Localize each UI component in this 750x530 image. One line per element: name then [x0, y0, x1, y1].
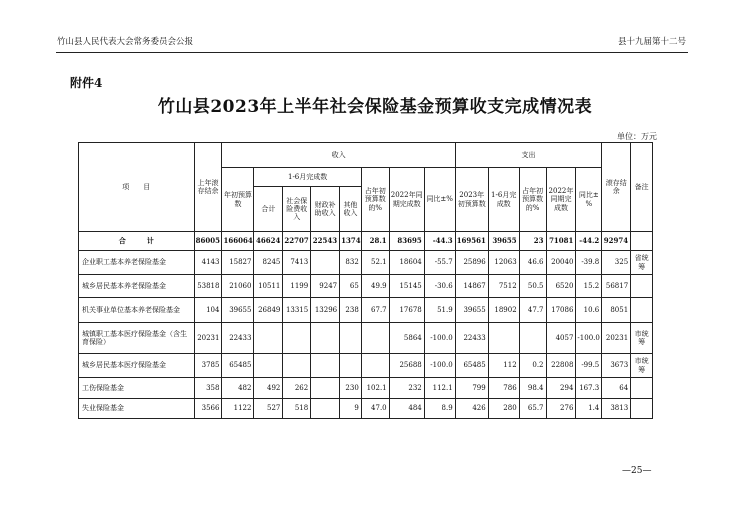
cell-name: 城乡居民基本养老保险基金: [79, 275, 195, 298]
cell-carry: 4143: [194, 251, 222, 275]
cell-fiscal: [311, 354, 340, 378]
cell-eyoy: -100.0: [576, 323, 602, 354]
cell-prev: 17678: [389, 298, 424, 323]
col-exp-done: 1-6月完成数: [488, 168, 519, 232]
cell-premium: 518: [283, 399, 311, 419]
cell-yoy: -100.0: [424, 354, 455, 378]
cell-fiscal: 22543: [311, 232, 340, 251]
cell-epct: 50.5: [519, 275, 546, 298]
cell-ebudget: 169561: [455, 232, 488, 251]
cell-name: 城镇职工基本医疗保险基金（含生育保险）: [79, 323, 195, 354]
table-row: [79, 298, 653, 323]
cell-other: 65: [340, 275, 362, 298]
col-income-budget: 年初预算数: [222, 168, 254, 232]
cell-carry: 86005: [194, 232, 222, 251]
col-income-pct: 占年初预算数的%: [361, 168, 389, 232]
cell-carry: 3566: [194, 399, 222, 419]
cell-eprev: 17086: [546, 298, 576, 323]
cell-pct: [361, 354, 389, 378]
table-row: [79, 275, 653, 298]
cell-eprev: 71081: [546, 232, 576, 251]
table-row: [79, 323, 653, 354]
cell-edone: 18902: [488, 298, 519, 323]
cell-carry: 358: [194, 378, 222, 399]
cell-yoy: -55.7: [424, 251, 455, 275]
cell-ebudget: 65485: [455, 354, 488, 378]
cell-yoy: 51.9: [424, 298, 455, 323]
cell-premium: 1199: [283, 275, 311, 298]
attachment-label: 附件4: [70, 76, 103, 90]
cell-other: 230: [340, 378, 362, 399]
cell-eyoy: 15.2: [576, 275, 602, 298]
cell-ebudget: 39655: [455, 298, 488, 323]
col-income-yoy: 同比±%: [424, 168, 455, 232]
col-income-fiscal: 财政补助收入: [311, 187, 340, 232]
cell-premium: 13315: [283, 298, 311, 323]
cell-budget: 21060: [222, 275, 254, 298]
cell-note: [631, 275, 653, 298]
cell-total: 10511: [254, 275, 283, 298]
cell-eyoy: 167.3: [576, 378, 602, 399]
cell-balance: 3673: [602, 354, 631, 378]
cell-prev: 25688: [389, 354, 424, 378]
col-income-other: 其他收入: [340, 187, 362, 232]
cell-budget: 482: [222, 378, 254, 399]
cell-pct: 28.1: [361, 232, 389, 251]
fund-table: [78, 142, 653, 419]
cell-ebudget: 799: [455, 378, 488, 399]
cell-note: 市统筹: [631, 354, 653, 378]
cell-eprev: 294: [546, 378, 576, 399]
cell-eyoy: -99.5: [576, 354, 602, 378]
cell-fiscal: 13296: [311, 298, 340, 323]
cell-ebudget: 22433: [455, 323, 488, 354]
cell-premium: [283, 354, 311, 378]
col-income: 收入: [222, 143, 455, 168]
cell-yoy: 112.1: [424, 378, 455, 399]
cell-note: [631, 399, 653, 419]
cell-edone: 112: [488, 354, 519, 378]
cell-balance: 325: [602, 251, 631, 275]
cell-edone: 7512: [488, 275, 519, 298]
col-item: 项 目: [79, 143, 195, 232]
page-title: 竹山县2023年上半年社会保险基金预算收支完成情况表: [157, 97, 593, 117]
cell-total: 26849: [254, 298, 283, 323]
cell-total: 46624: [254, 232, 283, 251]
table-row: [79, 251, 653, 275]
cell-epct: 65.7: [519, 399, 546, 419]
col-exp-yoy: 同比±%: [576, 168, 602, 232]
cell-premium: 262: [283, 378, 311, 399]
cell-eyoy: 10.6: [576, 298, 602, 323]
cell-carry: 3785: [194, 354, 222, 378]
cell-yoy: 8.9: [424, 399, 455, 419]
cell-other: [340, 354, 362, 378]
cell-name: 合 计: [79, 232, 195, 251]
table-row: [79, 399, 653, 419]
col-exp-prev: 2022年同期完成数: [546, 168, 576, 232]
cell-prev: 232: [389, 378, 424, 399]
unit-label: 单位：万元: [617, 132, 657, 141]
cell-ebudget: 426: [455, 399, 488, 419]
cell-epct: 23: [519, 232, 546, 251]
col-income-premium: 社会保险费收入: [283, 187, 311, 232]
cell-premium: 7413: [283, 251, 311, 275]
cell-fiscal: 9247: [311, 275, 340, 298]
cell-eprev: 276: [546, 399, 576, 419]
cell-budget: 1122: [222, 399, 254, 419]
cell-budget: 15827: [222, 251, 254, 275]
cell-edone: 39655: [488, 232, 519, 251]
header-rule: [56, 52, 688, 53]
cell-prev: 83695: [389, 232, 424, 251]
cell-premium: [283, 323, 311, 354]
cell-carry: 20231: [194, 323, 222, 354]
cell-yoy: -100.0: [424, 323, 455, 354]
col-carry-over: 上年滚存结余: [194, 143, 222, 232]
table-row: [79, 378, 653, 399]
cell-yoy: -44.3: [424, 232, 455, 251]
issue-number: 县十九届第十二号: [617, 37, 686, 47]
cell-eyoy: -39.8: [576, 251, 602, 275]
cell-other: 1374: [340, 232, 362, 251]
cell-note: 市统筹: [631, 323, 653, 354]
cell-epct: 46.6: [519, 251, 546, 275]
cell-balance: 56817: [602, 275, 631, 298]
gazette-name: 竹山县人民代表大会常务委员会公报: [57, 37, 194, 47]
col-income-total: 合计: [254, 187, 283, 232]
cell-fiscal: [311, 378, 340, 399]
cell-name: 机关事业单位基本养老保险基金: [79, 298, 195, 323]
col-income-done-group: 1-6月完成数: [254, 168, 361, 187]
cell-budget: 22433: [222, 323, 254, 354]
cell-edone: 12063: [488, 251, 519, 275]
cell-epct: 0.2: [519, 354, 546, 378]
cell-premium: 22707: [283, 232, 311, 251]
cell-eprev: 4057: [546, 323, 576, 354]
cell-balance: 20231: [602, 323, 631, 354]
cell-prev: 15145: [389, 275, 424, 298]
cell-epct: [519, 323, 546, 354]
cell-prev: 5864: [389, 323, 424, 354]
cell-other: 9: [340, 399, 362, 419]
cell-other: 832: [340, 251, 362, 275]
cell-note: [631, 232, 653, 251]
cell-pct: 102.1: [361, 378, 389, 399]
col-note: 备注: [631, 143, 653, 232]
cell-pct: 52.1: [361, 251, 389, 275]
cell-balance: 92974: [602, 232, 631, 251]
cell-edone: 786: [488, 378, 519, 399]
cell-total: 527: [254, 399, 283, 419]
cell-pct: 47.0: [361, 399, 389, 419]
cell-yoy: -30.6: [424, 275, 455, 298]
cell-balance: 3813: [602, 399, 631, 419]
cell-ebudget: 14867: [455, 275, 488, 298]
cell-epct: 98.4: [519, 378, 546, 399]
cell-name: 企业职工基本养老保险基金: [79, 251, 195, 275]
cell-total: [254, 354, 283, 378]
col-expense: 支出: [455, 143, 602, 168]
cell-name: 失业保险基金: [79, 399, 195, 419]
cell-note: [631, 298, 653, 323]
cell-name: 城乡居民基本医疗保险基金: [79, 354, 195, 378]
cell-epct: 47.7: [519, 298, 546, 323]
col-exp-pct: 占年初预算数的%: [519, 168, 546, 232]
cell-other: 238: [340, 298, 362, 323]
cell-prev: 484: [389, 399, 424, 419]
cell-carry: 53818: [194, 275, 222, 298]
cell-eprev: 22808: [546, 354, 576, 378]
table-row: [79, 354, 653, 378]
cell-balance: 64: [602, 378, 631, 399]
cell-fiscal: [311, 399, 340, 419]
cell-eyoy: -44.2: [576, 232, 602, 251]
col-income-prev: 2022年同期完成数: [389, 168, 424, 232]
page-number: —25—: [622, 466, 652, 476]
cell-pct: [361, 323, 389, 354]
cell-carry: 104: [194, 298, 222, 323]
cell-pct: 49.9: [361, 275, 389, 298]
cell-eprev: 20040: [546, 251, 576, 275]
cell-eyoy: 1.4: [576, 399, 602, 419]
cell-budget: 166064: [222, 232, 254, 251]
cell-name: 工伤保险基金: [79, 378, 195, 399]
cell-note: [631, 378, 653, 399]
cell-fiscal: [311, 323, 340, 354]
cell-budget: 65485: [222, 354, 254, 378]
cell-budget: 39655: [222, 298, 254, 323]
cell-total: [254, 323, 283, 354]
cell-eprev: 6520: [546, 275, 576, 298]
col-balance: 滚存结余: [602, 143, 631, 232]
cell-edone: [488, 323, 519, 354]
cell-other: [340, 323, 362, 354]
cell-note: 省统筹: [631, 251, 653, 275]
cell-edone: 280: [488, 399, 519, 419]
total-row: [79, 232, 653, 251]
cell-pct: 67.7: [361, 298, 389, 323]
cell-total: 492: [254, 378, 283, 399]
cell-total: 8245: [254, 251, 283, 275]
col-exp-budget: 2023年初预算数: [455, 168, 488, 232]
cell-ebudget: 25896: [455, 251, 488, 275]
cell-balance: 8051: [602, 298, 631, 323]
cell-prev: 18604: [389, 251, 424, 275]
cell-fiscal: [311, 251, 340, 275]
